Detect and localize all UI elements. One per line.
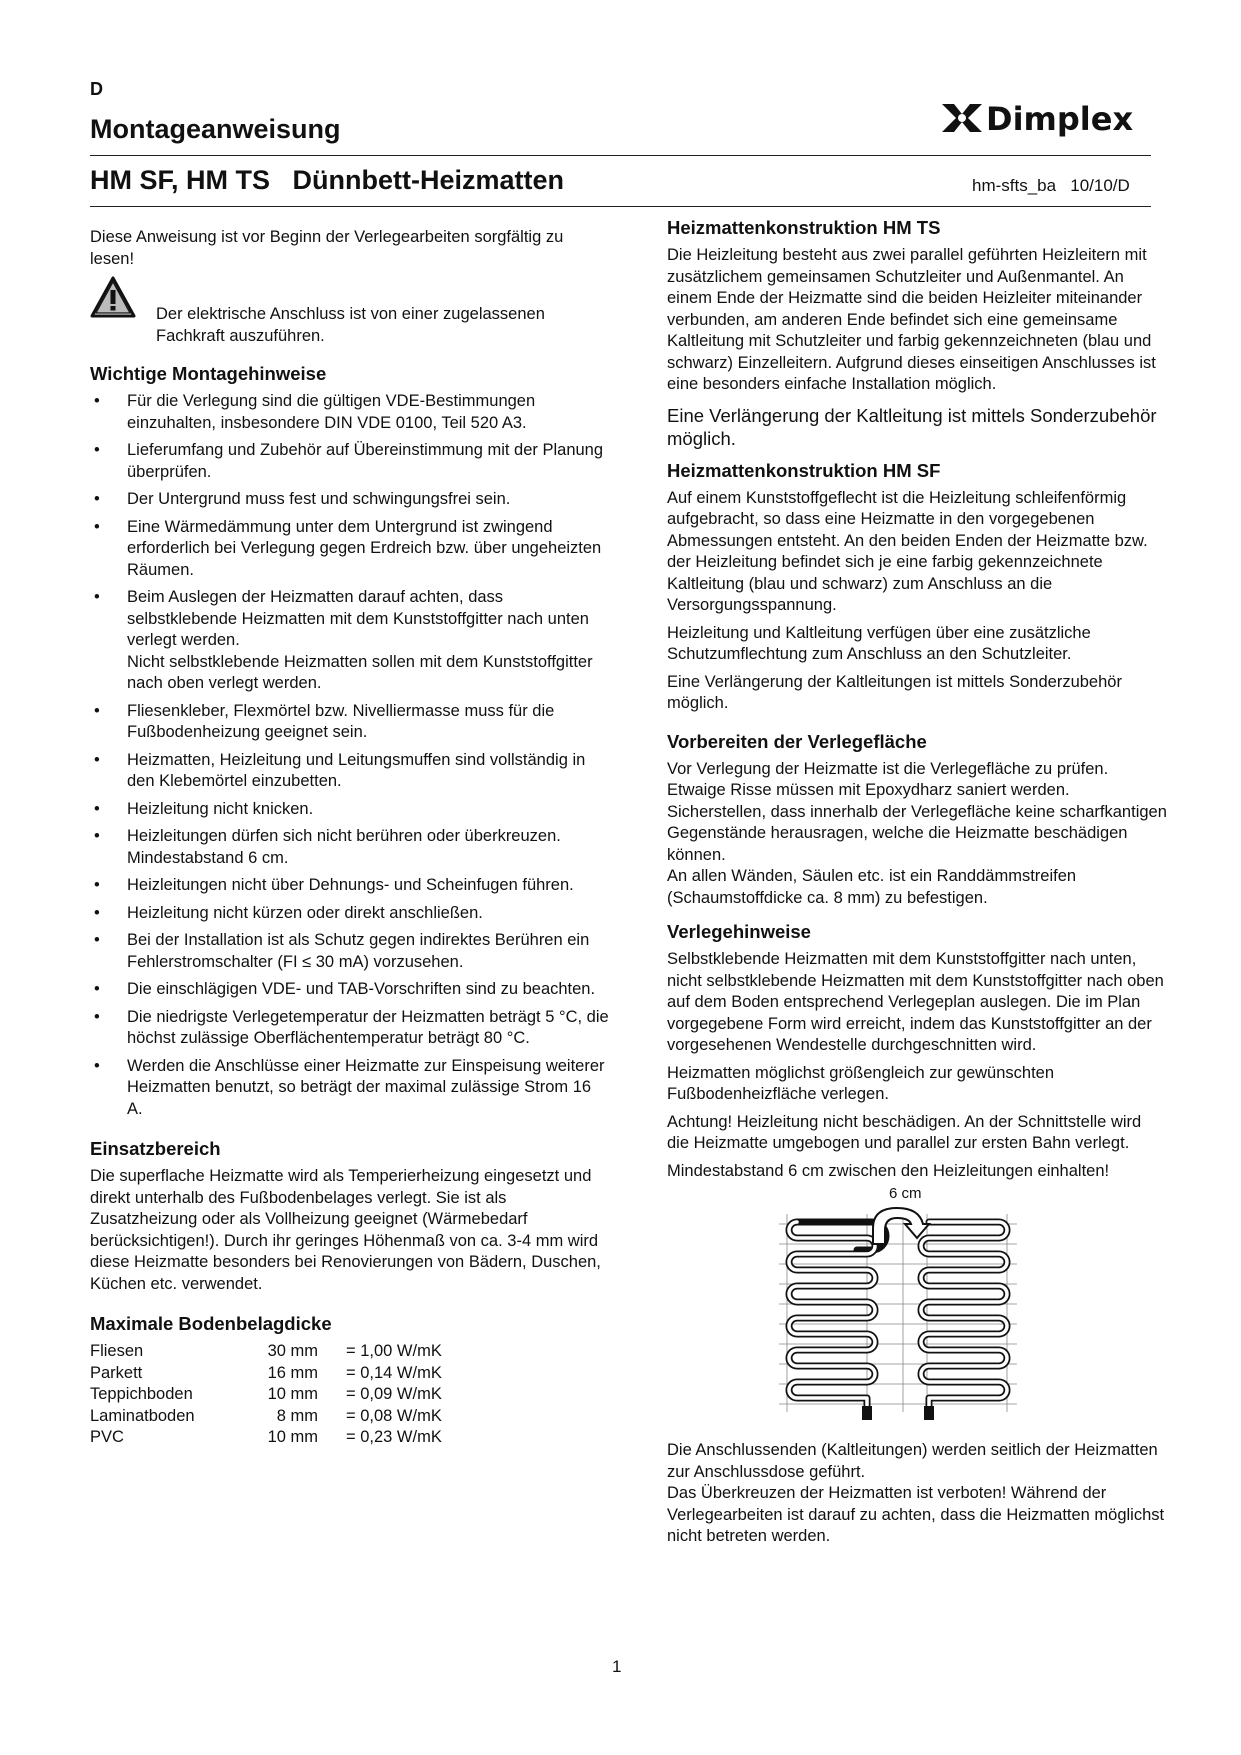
heading-vorbereiten: Vorbereiten der Verlegefläche — [667, 730, 927, 752]
after-diagram-text-2: Das Überkreuzen der Heizmatten ist verboten! Während der Verlegearbeiten ist darauf zu achten, dass die Heizmatten möglichst nicht betreten werden. — [667, 1484, 1165, 1545]
hm-sf-text-3: Eine Verlängerung der Kaltleitungen ist mittels Sonderzubehör möglich. — [667, 672, 1122, 712]
list-item: • Der Untergrund muss fest und schwingungsfrei sein. — [90, 489, 610, 511]
floor-name: Teppichboden — [90, 1385, 193, 1403]
floor-thickness: 30 mm — [267, 1342, 318, 1360]
floor-name: PVC — [90, 1428, 124, 1446]
heading-hm-ts: Heizmattenkonstruktion HM TS — [667, 217, 941, 238]
cold-lead-right — [924, 1406, 934, 1420]
table-row — [90, 1363, 442, 1385]
verlegehinweise-text-1: Selbstklebende Heizmatten mit dem Kunststoffgitter nach unten, nicht selbstklebende Heizmatten mit dem Kunststoffgitter nach oben auf dem Boden entsprechend Verlegeplan auslegen. Die im Plan vorgegebene Form wird erreicht, indem das Kunststoffgitter an der vorgesehenen Wendestelle durchgeschnitten wird. — [667, 950, 1164, 1054]
page-number: 1 — [612, 1657, 622, 1676]
left-column — [90, 227, 610, 1449]
heading-maximale-bodenbelagdicke: Maximale Bodenbelagdicke — [90, 1313, 332, 1334]
header-rule-top — [90, 155, 1151, 156]
list-item-extra-text: Nicht selbstklebende Heizmatten sollen mit dem Kunststoffgitter nach oben verlegt werden. — [127, 652, 593, 692]
list-item: • Heizmatten, Heizleitung und Leitungsmuffen sind vollständig in den Klebemörtel einzubetten. — [90, 750, 610, 793]
floor-name: Parkett — [90, 1363, 143, 1382]
floor-conductivity: = 0,09 W/mK — [346, 1385, 442, 1403]
header-rule-bottom — [90, 206, 1151, 207]
warning-text: Der elektrische Anschluss ist von einer zugelassenen Fachkraft auszuführen. — [156, 305, 545, 345]
verlegehinweise-text-2: Heizmatten möglichst größengleich zur gewünschten Fußbodenheizfläche verlegen. — [667, 1063, 1055, 1103]
heating-mat-layout-figure — [667, 1184, 1147, 1434]
dimplex-logo — [940, 98, 1150, 138]
einsatzbereich-text: Die superflache Heizmatte wird als Temperierheizung eingesetzt und direkt unterhalb des Fußbodenbelages verlegt. Sie ist als Zusatzheizung oder als Vollheizung geeignet (Wärmebedarf berücksichtigen!). Durch ihr geringes Höhenmaß von ca. 3-4 mm wird diese Heizmatte besonders bei Renovierungen von Bädern, Duschen, Küchen etc. verwendet. — [90, 1167, 601, 1293]
list-item: • Heizleitung nicht knicken. — [90, 799, 610, 821]
list-item: • Heizleitungen dürfen sich nicht berühren oder überkreuzen. Mindestabstand 6 cm. — [90, 826, 610, 869]
list-item: • Die einschlägigen VDE- und TAB-Vorschriften sind zu beachten. — [90, 979, 610, 1001]
heating-mat-diagram — [667, 1184, 1147, 1434]
list-item: • Lieferumfang und Zubehör auf Übereinstimmung mit der Planung überprüfen. — [90, 440, 610, 483]
vorbereiten-text-2: An allen Wänden, Säulen etc. ist ein Randdämmstreifen (Schaumstoffdicke ca. 8 mm) zu befestigen. — [667, 867, 1077, 907]
document-subtitle: HM SF, HM TS Dünnbett-Heizmatten — [90, 165, 564, 195]
after-diagram-text-1: Die Anschlussenden (Kaltleitungen) werden seitlich der Heizmatten zur Anschlussdose geführt. — [667, 1441, 1158, 1481]
list-item: • Die niedrigste Verlegetemperatur der Heizmatten beträgt 5 °C, die höchst zulässige Oberflächentemperatur beträgt 80 °C. — [90, 1007, 610, 1050]
language-code: D — [90, 79, 103, 99]
floor-name: Laminatboden — [90, 1406, 195, 1425]
spacing-label: 6 cm — [889, 1185, 922, 1202]
vorbereiten-text-1: Vor Verlegung der Heizmatte ist die Verlegefläche zu prüfen. Etwaige Risse müssen mit Epoxydharz saniert werden. Sicherstellen, dass innerhalb der Verlegefläche keine scharfkantigen Gegenstände herausragen, welche die Heizmatte beschädigen können. — [667, 759, 1167, 864]
list-item: • Fliesenkleber, Flexmörtel bzw. Nivelliermasse muss für die Fußbodenheizung geeignet sein. — [90, 701, 610, 744]
table-row — [90, 1341, 442, 1363]
warning-block — [90, 276, 610, 347]
floor-thickness: 10 mm — [267, 1428, 318, 1446]
list-item-text: Beim Auslegen der Heizmatten darauf achten, dass selbstklebende Heizmatten mit dem Kunststoffgitter nach unten verlegt werden. — [127, 588, 589, 649]
hm-ts-extension-text: Eine Verlängerung der Kaltleitung ist mittels Sonderzubehör möglich. — [667, 404, 1157, 449]
montage-bullet-list — [90, 391, 610, 1120]
heading-hm-sf: Heizmattenkonstruktion HM SF — [667, 459, 941, 481]
list-item: • Eine Wärmedämmung unter dem Untergrund ist zwingend erforderlich bei Verlegung gegen Erdreich bzw. über ungeheizten Räumen. — [90, 517, 610, 582]
heading-wichtige-montagehinweise: Wichtige Montagehinweise — [90, 363, 327, 384]
list-item: • Werden die Anschlüsse einer Heizmatte zur Einspeisung weiterer Heizmatten benutzt, so beträgt der maximal zulässige Strom 16 A. — [90, 1056, 610, 1121]
list-item: • Für die Verlegung sind die gültigen VDE-Bestimmungen einzuhalten, insbesondere DIN VDE 0100, Teil 520 A3. — [90, 391, 610, 434]
floor-thickness: 8 mm — [276, 1406, 318, 1425]
hm-sf-text-1: Auf einem Kunststoffgeflecht ist die Heizleitung schleifenförmig aufgebracht, so dass eine Heizmatte in den vorgegebenen Abmessungen entsteht. An den beiden Enden der Heizmatte bzw. der Heizleitung befindet sich je eine farbig gekennzeichnete Kaltleitung (blau und schwarz) zum Anschluss an die Versorgungsspannung. — [667, 488, 1148, 614]
cold-lead-left — [862, 1406, 872, 1420]
hm-ts-text: Die Heizleitung besteht aus zwei parallel geführten Heizleitern mit zusätzlichem gemeinsamen Schutzleiter und Außenmantel. An einem Ende der Heizmatte sind die beiden Heizleiter miteinander verbunden, am anderen Ende befindet sich eine gemeinsame Kaltleitung mit Schutzleiter und farbig gekennzeichneten (blau und schwarz) Einzelleitern. Aufgrund dieses einseitigen Anschlusses ist eine besonders einfache Installation möglich. — [667, 246, 1156, 393]
table-row — [90, 1427, 442, 1449]
heading-einsatzbereich: Einsatzbereich — [90, 1138, 221, 1159]
table-row — [90, 1406, 442, 1428]
document-code: hm-sfts_ba 10/10/D — [972, 176, 1130, 195]
right-column — [667, 217, 1167, 1554]
list-item: • Bei der Installation ist als Schutz gegen indirektes Berühren ein Fehlerstromschalter (FI ≤ 30 mA) vorzusehen. — [90, 930, 610, 973]
floor-thickness-table — [90, 1341, 442, 1449]
list-item: • Heizleitung nicht kürzen oder direkt anschließen. — [90, 903, 610, 925]
floor-conductivity: = 1,00 W/mK — [346, 1342, 442, 1360]
page-title: Montageanweisung — [90, 114, 341, 144]
dimplex-logo-mark — [940, 98, 1150, 138]
intro-text: Diese Anweisung ist vor Beginn der Verlegearbeiten sorgfältig zu lesen! — [90, 228, 564, 268]
logo-text: Dimplex — [986, 100, 1134, 138]
heading-verlegehinweise: Verlegehinweise — [667, 921, 811, 942]
warning-triangle-icon — [90, 276, 136, 318]
floor-thickness: 16 mm — [267, 1363, 318, 1382]
table-row — [90, 1384, 442, 1406]
verlegehinweise-text-3: Achtung! Heizleitung nicht beschädigen. An der Schnittstelle wird die Heizmatte umgebogen und parallel zur ersten Bahn verlegt. — [667, 1112, 1142, 1152]
floor-conductivity: = 0,23 W/mK — [346, 1428, 442, 1446]
list-item — [90, 587, 610, 695]
list-item: • Heizleitungen nicht über Dehnungs- und Scheinfugen führen. — [90, 875, 610, 897]
floor-conductivity: = 0,08 W/mK — [346, 1406, 442, 1425]
floor-conductivity: = 0,14 W/mK — [346, 1363, 442, 1382]
floor-name: Fliesen — [90, 1342, 144, 1360]
right-mat-cable — [921, 1222, 1007, 1406]
floor-thickness: 10 mm — [267, 1385, 318, 1403]
verlegehinweise-text-4: Mindestabstand 6 cm zwischen den Heizleitungen einhalten! — [667, 1161, 1110, 1180]
hm-sf-text-2: Heizleitung und Kaltleitung verfügen über eine zusätzliche Schutzumflechtung zum Anschluss an den Schutzleiter. — [667, 623, 1091, 663]
